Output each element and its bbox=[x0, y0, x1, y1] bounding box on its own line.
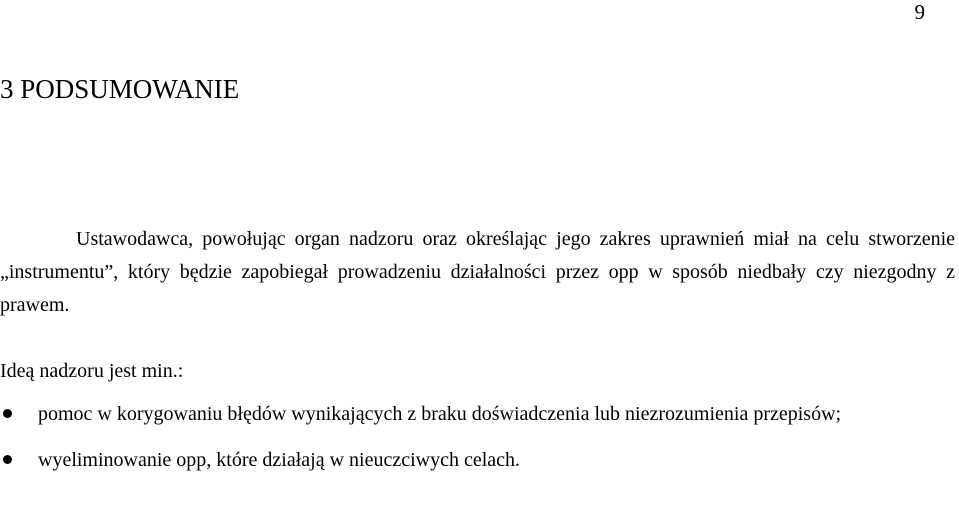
page-number: 9 bbox=[914, 0, 925, 24]
list-item bbox=[0, 396, 955, 432]
bullet-list bbox=[0, 396, 955, 488]
list-item-text: pomoc w korygowaniu błędów wynikających z braku doświadczenia lub niezrozumienia przepisów; bbox=[38, 403, 842, 425]
bullet-icon bbox=[3, 409, 12, 418]
body-paragraph: Ustawodawca, powołując organ nadzoru oraz określając jego zakres uprawnień miał na celu stworzenie „instrumentu”, który będzie zapobiegał prowadzeniu działalności przez opp w sposób niedbały czy niezgodny z prawem. bbox=[0, 228, 955, 316]
list-item bbox=[0, 442, 955, 478]
section-heading: 3 PODSUMOWANIE bbox=[0, 74, 240, 104]
list-lead-text: Ideą nadzoru jest min.: bbox=[0, 360, 184, 382]
bullet-icon bbox=[3, 455, 12, 464]
list-item-text: wyeliminowanie opp, które działają w nieuczciwych celach. bbox=[38, 449, 521, 471]
